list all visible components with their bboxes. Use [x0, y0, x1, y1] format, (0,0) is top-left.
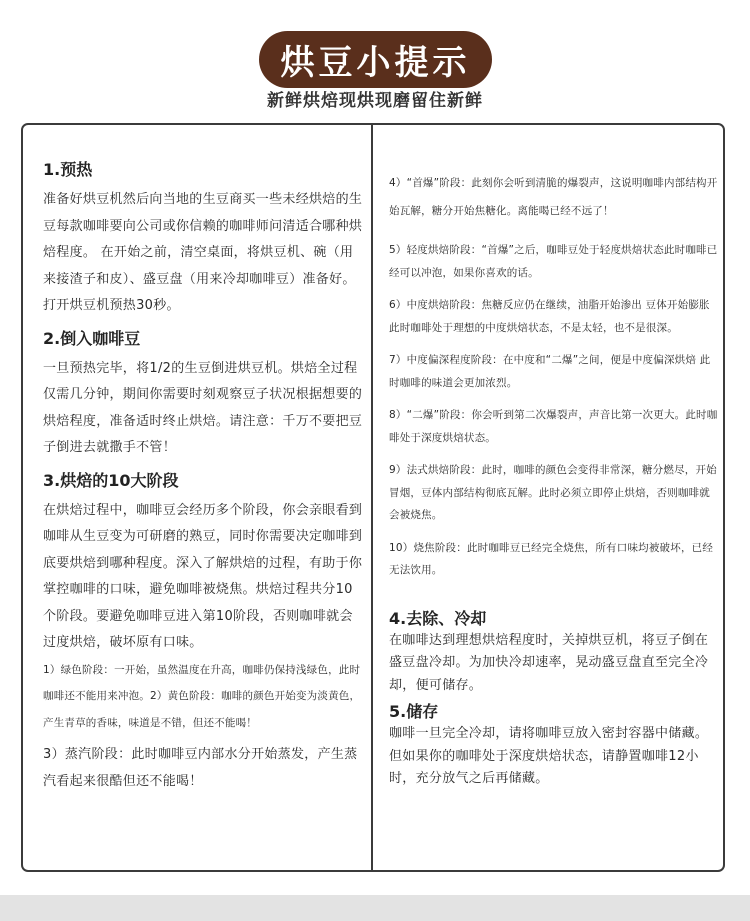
stage-text: 7）中度偏深程度阶段：在中度和“二爆”之间，便是中度偏深烘焙 此时咖啡的味道会更加浓烈。: [389, 354, 711, 389]
stage-text: 9）法式烘焙阶段：此时，咖啡的颜色会变得非常深，糖分燃尽，开始冒烟，豆体内部结构彻底瓦解。此时必须立即停止烘焙，否则咖啡就会被烧焦。: [389, 464, 717, 521]
page-title: 烘豆小提示: [259, 31, 492, 88]
section-text: 在烘焙过程中，咖啡豆会经历多个阶段，你会亲眼看到咖啡从生豆变为可研磨的熟豆，同时你需要决定咖啡到底要烘焙到哪种程度。深入了解烘焙的过程，有助于你掌控咖啡的口味，避免咖啡被烧焦。烘焙过程共分10个阶段。要避免咖啡豆进入第10阶段，否则咖啡就会过度烘焙，破坏原有口味。: [43, 502, 363, 650]
section-text: 咖啡一旦完全冷却，请将咖啡豆放入密封容器中储藏。但如果你的咖啡处于深度烘焙状态，请静置咖啡12小时，充分放气之后再储藏。: [389, 726, 709, 786]
stage-text: 4）“首爆”阶段：此刻你会听到清脆的爆裂声，这说明咖啡内部结构开始瓦解，糖分开始焦糖化。离能喝已经不远了！: [389, 177, 718, 217]
stage-text: 3）蒸汽阶段：此时咖啡豆内部水分开始蒸发，产生蒸汽看起来很酷但还不能喝！: [43, 747, 358, 789]
stage-text: 5）轻度烘焙阶段：“首爆”之后，咖啡豆处于轻度烘焙状态此时咖啡已经可以冲泡，如果你喜欢的话。: [389, 244, 718, 279]
section-title: 1.预热: [43, 160, 93, 179]
left-column: [43, 159, 363, 803]
page-subtitle: 新鲜烘焙现烘现磨留住新鲜: [267, 91, 483, 111]
section-roast-stages: [43, 470, 363, 796]
stage-text: 1）绿色阶段：一开始，虽然温度在升高，咖啡仍保持浅绿色，此时咖啡还不能用来冲泡。2）黄色阶段：咖啡的颜色开始变为淡黄色，产生青草的香味，味道是不错，但还不能喝！: [43, 663, 361, 729]
section-text: 在咖啡达到理想烘焙程度时，关掉烘豆机，将豆子倒在盛豆盘冷却。为加快冷却速率，晃动盛豆盘直至完全冷却，便可储存。: [389, 632, 709, 693]
footer-band: [0, 895, 750, 921]
stage-text: 6）中度烘焙阶段：焦糖反应仍在继续，油脂开始渗出 豆体开始膨胀此时咖啡处于理想的中度烘焙状态，不是太轻，也不是很深。: [389, 299, 710, 334]
right-column: [389, 169, 719, 791]
section-title: 2.倒入咖啡豆: [43, 328, 141, 348]
section-preheat: [43, 159, 363, 320]
column-divider: [371, 125, 373, 870]
section-title: 5.储存: [389, 702, 439, 721]
section-pour-beans: [43, 328, 363, 462]
content-panel: [21, 123, 725, 872]
section-text: 准备好烘豆机然后向当地的生豆商买一些未经烘焙的生豆每款咖啡要向公司或你信赖的咖啡师问清适合哪种烘焙程度。 在开始之前，清空桌面，将烘豆机、碗（用来接渣子和皮）、盛豆盘（用来冷却咖啡豆）准备好。打开烘豆机预热30秒。: [43, 192, 363, 313]
stage-text: 10）烧焦阶段：此时咖啡豆已经完全烧焦，所有口味均被破坏，已经无法饮用。: [389, 541, 714, 576]
section-title: 4.去除、冷却: [389, 608, 487, 628]
stage-text: 8）“二爆”阶段：你会听到第二次爆裂声，声音比第一次更大。此时咖啡处于深度烘焙状态。: [389, 409, 718, 444]
section-title: 3.烘焙的10大阶段: [43, 470, 179, 490]
section-text: 一旦预热完毕，将1/2的生豆倒进烘豆机。烘焙全过程仅需几分钟，期间你需要时刻观察豆子状况根据想要的烘焙程度，准备适时终止烘焙。请注意：千万不要把豆子倒进去就撒手不管！: [43, 360, 363, 455]
